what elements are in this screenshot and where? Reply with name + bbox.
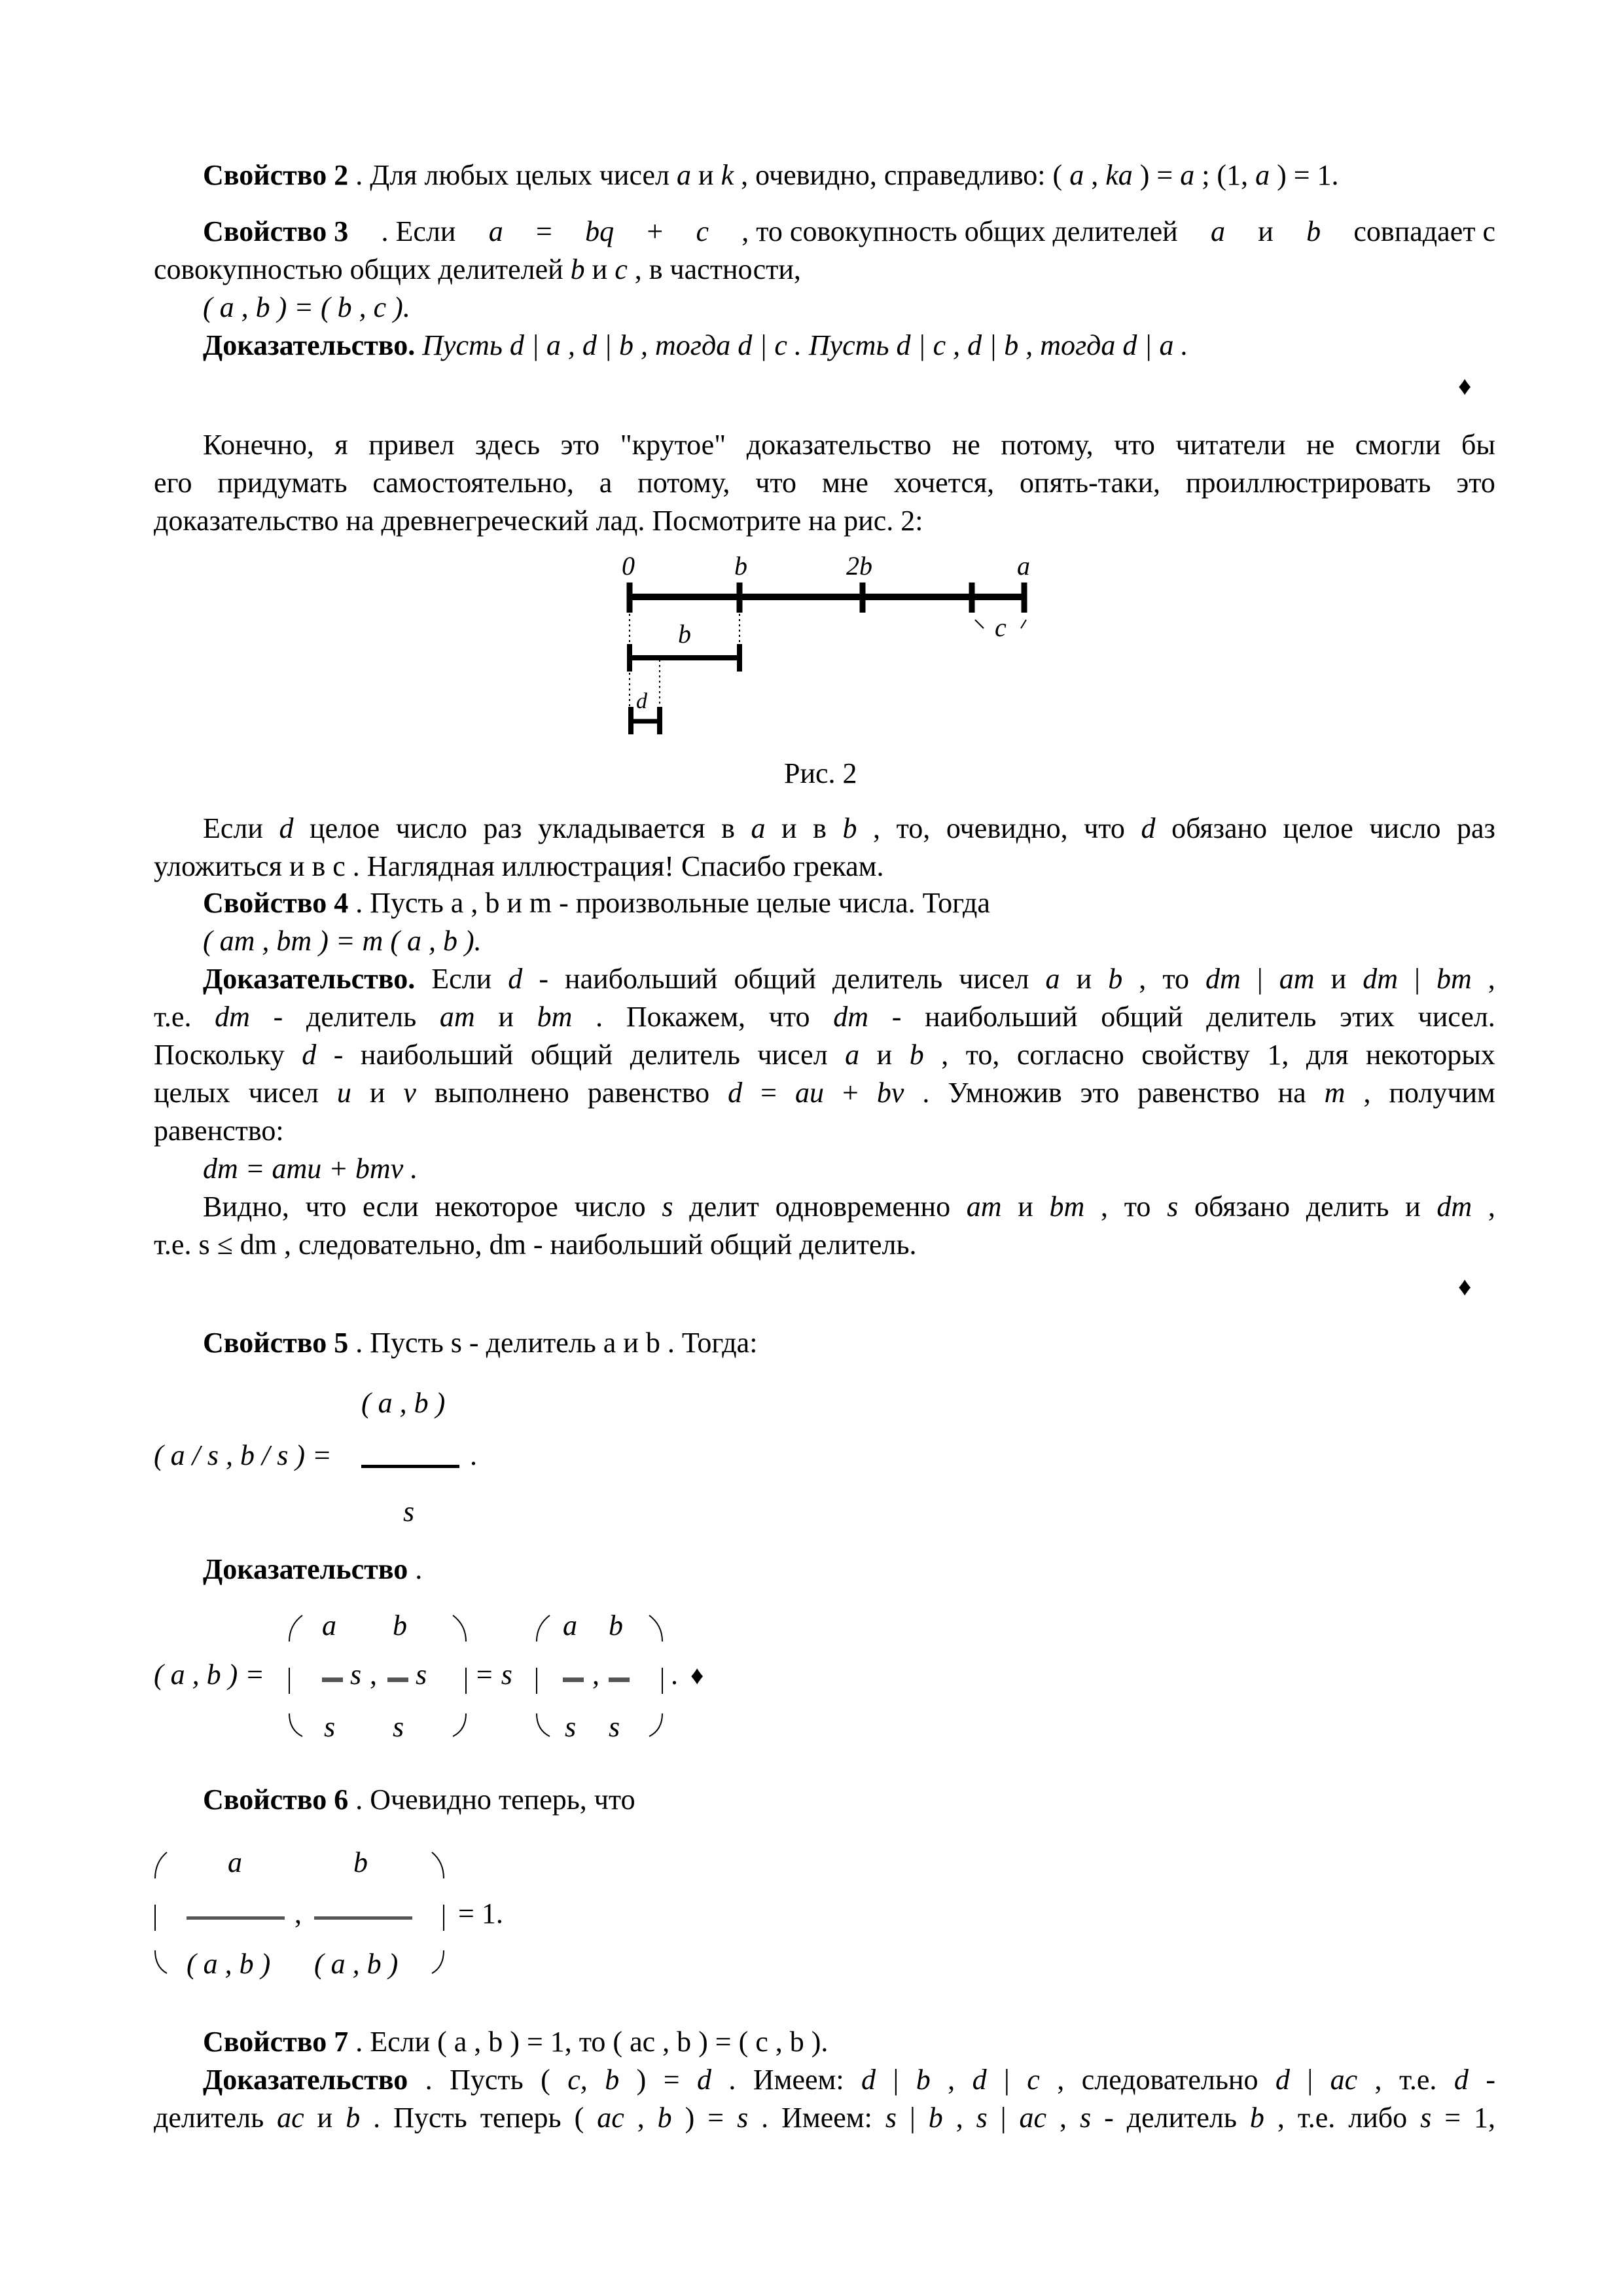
prop6-den-1: ( a , b ) <box>187 1948 271 1980</box>
property-3-proof: Доказательство. Пусть d | a , d | b , тогда d | c . Пусть d | c , d | b , тогда d | a . <box>203 329 1188 361</box>
after-figure-line-1: Если d целое число раз укладывается в a и в b , то, очевидно, что d обязано целое число раз <box>203 812 1495 844</box>
property-3-heading: Свойство 3 <box>203 215 349 247</box>
prop6-den-2: ( a , b ) <box>314 1948 399 1980</box>
proof5-s-den-1: s <box>324 1711 336 1743</box>
property-5-proof-heading: Доказательство . <box>203 1553 423 1585</box>
after-figure-line-2: уложиться и в c . Наглядная иллюстрация! Спасибо грекам. <box>154 850 884 882</box>
property-5-line: Свойство 5 . Пусть s - делитель a и b . Тогда: <box>203 1327 758 1359</box>
remainder-c-mark-right <box>1021 620 1026 628</box>
prop6-comma: , <box>294 1897 302 1929</box>
property-4-formula-2: dm = amu + bmv . <box>203 1153 418 1185</box>
intro-line-3: доказательство на древнегреческий лад. Посмотрите на рис. 2: <box>154 505 923 537</box>
property-2-line: Свойство 2 . Для любых целых чисел a и k , очевидно, справедливо: ( a , ka ) = a ; (1, a ) = 1. <box>203 159 1339 191</box>
property-4-proof-line-2: т.е. dm - делитель am и bm . Покажем, что dm - наибольший общий делитель этих чисел. <box>154 1001 1495 1033</box>
property-4-heading: Свойство 4 <box>203 887 349 919</box>
figure-2-diagram <box>589 551 1047 741</box>
intro-line-1: Конечно, я привел здесь это "крутое" доказательство не потому, что читатели не смогли бы <box>203 429 1495 461</box>
property-3-line-1: Свойство 3 . Если a = bq + c , то совокупность общих делителей a и b совпадает с <box>203 215 1495 247</box>
proof5-lhs: ( a , b ) = <box>154 1659 264 1691</box>
property-7-heading: Свойство 7 <box>203 2026 349 2058</box>
proof5-eq-s: = s <box>474 1659 512 1691</box>
prop6-b: b <box>353 1846 368 1878</box>
prop6-left-paren <box>155 1852 167 1973</box>
property-2-heading: Свойство 2 <box>203 159 349 191</box>
proof5-b-2: b <box>609 1609 623 1641</box>
figure-caption: Рис. 2 <box>784 757 857 789</box>
label-a: a <box>1017 551 1030 581</box>
property-4-proof-line-1: Доказательство. Если d - наибольший общий делитель чисел a и b , то dm | am и dm | bm , <box>203 963 1495 995</box>
remainder-c-mark-left <box>975 620 984 628</box>
property-5-period: . <box>470 1439 477 1471</box>
label-d: d <box>636 689 647 713</box>
prop6-bar-1 <box>187 1916 285 1920</box>
property-6-line: Свойство 6 . Очевидно теперь, что <box>203 1784 635 1816</box>
property-4-formula: ( am , bm ) = m ( a , b ). <box>203 925 482 957</box>
proof5-right-paren-2 <box>649 1615 662 1736</box>
prop6-rhs: = 1. <box>458 1897 503 1929</box>
label-c: c <box>995 613 1007 642</box>
proof5-dot: . <box>671 1659 678 1691</box>
property-7-proof-line-1: Доказательство . Пусть ( c, b ) = d . Имеем: d | b , d | c , следовательно d | ac , т.е. d - <box>203 2064 1495 2096</box>
property-3-formula: ( a , b ) = ( b , c ). <box>203 291 410 323</box>
prop6-right-paren <box>432 1852 444 1973</box>
property-6-formula <box>151 1839 556 1990</box>
proof5-s-1: s <box>350 1659 362 1691</box>
proof5-diamond: ♦ <box>690 1660 704 1690</box>
proof5-s-2: s <box>416 1659 427 1691</box>
property-4-proof-line-6: Видно, что если некоторое число s делит одновременно am и bm , то s обязано делить и dm , <box>203 1191 1495 1223</box>
end-of-proof-mark: ♦ <box>1458 371 1472 401</box>
label-b-segment: b <box>678 619 691 649</box>
label-0: 0 <box>622 551 635 581</box>
prop6-bar-2 <box>314 1916 412 1920</box>
property-5-fraction-bar <box>361 1465 459 1468</box>
label-2b: 2b <box>846 551 872 581</box>
intro-line-2: его придумать самостоятельно, а потому, что мне хочется, опять-таки, проиллюстрировать это <box>154 467 1495 499</box>
property-5-numerator: ( a , b ) <box>361 1387 446 1419</box>
proof5-a-1: a <box>322 1609 336 1641</box>
property-5-proof-formula <box>151 1602 740 1753</box>
proof5-b-1: b <box>393 1609 407 1641</box>
proof5-comma-2: , <box>592 1659 599 1691</box>
proof5-bar-1 <box>322 1677 343 1682</box>
prop6-a: a <box>228 1846 242 1878</box>
property-4-proof-line-5: равенство: <box>154 1115 284 1147</box>
proof5-left-paren-2 <box>537 1615 550 1736</box>
property-5-heading: Свойство 5 <box>203 1327 349 1359</box>
proof5-s-den-2: s <box>393 1711 404 1743</box>
proof5-left-paren-1 <box>289 1615 302 1736</box>
property-4-line: Свойство 4 . Пусть a , b и m - произвольные целые числа. Тогда <box>203 887 990 919</box>
property-5-lhs: ( a / s , b / s ) = <box>154 1439 332 1471</box>
property-4-proof-line-4: целых чисел u и v выполнено равенство d = au + bv . Умножив это равенство на m , получим <box>154 1077 1495 1109</box>
property-3-line-2: совокупностью общих делителей b и c , в частности, <box>154 253 801 285</box>
proof5-comma-1: , <box>370 1659 377 1691</box>
label-b: b <box>734 551 747 581</box>
proof5-bar-2 <box>387 1677 408 1682</box>
property-6-heading: Свойство 6 <box>203 1784 349 1816</box>
property-4-proof-line-3: Поскольку d - наибольший общий делитель чисел a и b , то, согласно свойству 1, для некоторых <box>154 1039 1495 1071</box>
proof5-right-paren-1 <box>453 1615 466 1736</box>
proof5-bar-3 <box>563 1677 584 1682</box>
proof5-a-2: a <box>563 1609 577 1641</box>
end-of-proof-mark-2: ♦ <box>1458 1272 1472 1301</box>
proof5-s-den-4: s <box>609 1711 620 1743</box>
property-4-proof-line-7: т.е. s ≤ dm , следовательно, dm - наибольший общий делитель. <box>154 1229 917 1261</box>
property-7-line: Свойство 7 . Если ( a , b ) = 1, то ( ac , b ) = ( c , b ). <box>203 2026 829 2058</box>
property-7-proof-line-2: делитель ac и b . Пусть теперь ( ac , b ) = s . Имеем: s | b , s | ac , s - делитель b , т.е. либо s = 1, <box>154 2102 1495 2134</box>
property-5-denominator: s <box>403 1496 415 1528</box>
proof5-bar-4 <box>609 1677 630 1682</box>
proof5-s-den-3: s <box>565 1711 577 1743</box>
